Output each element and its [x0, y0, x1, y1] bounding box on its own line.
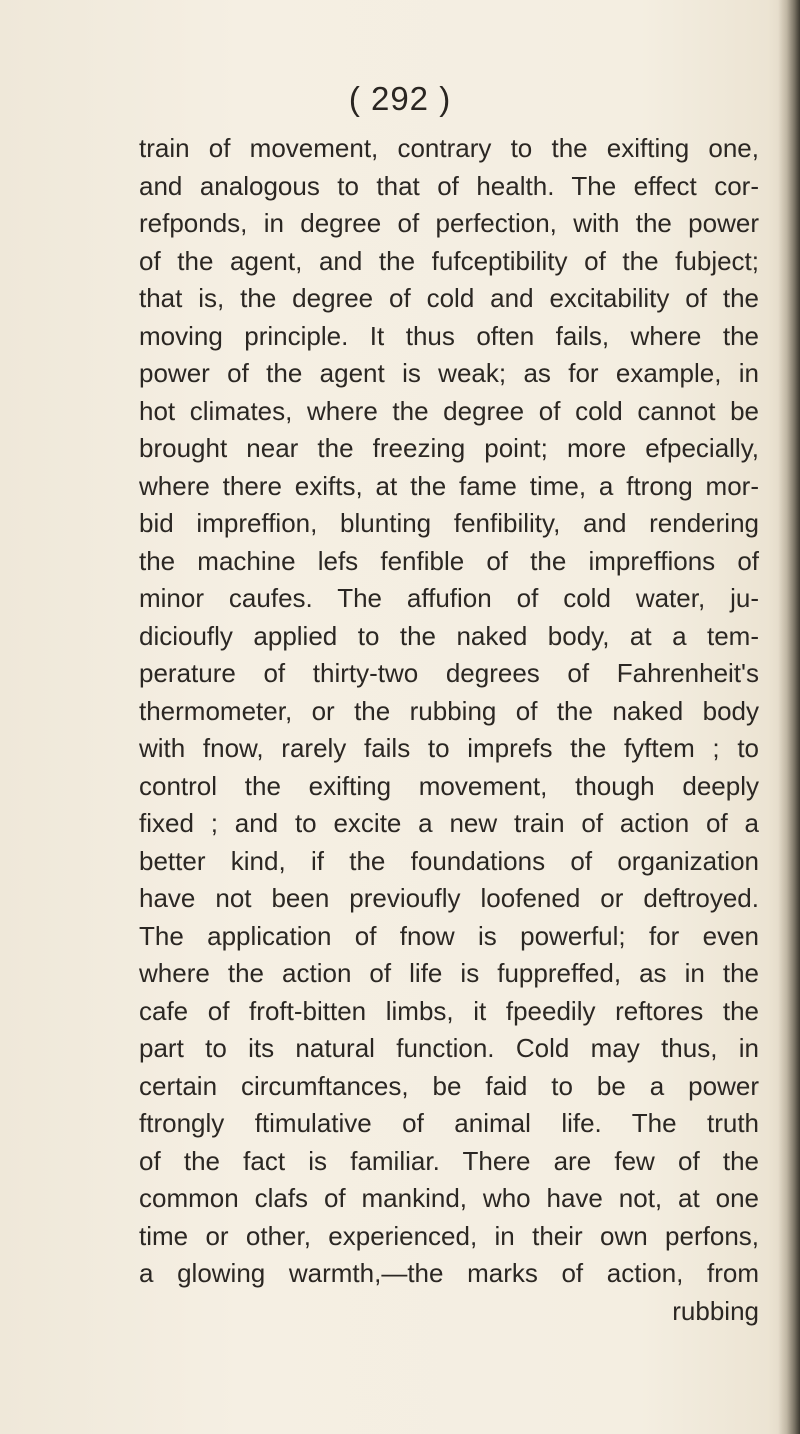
- text-line: of the agent, and the fufceptibility of the fubject;: [139, 245, 759, 276]
- text-line: perature of thirty-two degrees of Fahrenheit's: [139, 658, 759, 688]
- text-line: dicioufly applied to the naked body, at a tem-: [139, 620, 759, 651]
- text-line: thermometer, or the rubbing of the naked body: [139, 695, 759, 726]
- text-line: bid impreffion, blunting fenfibility, and rendering: [139, 508, 759, 538]
- text-line: with fnow, rarely fails to imprefs the fyftem ; to: [139, 733, 759, 763]
- text-line: and analogous to that of health. The effect cor-: [139, 170, 759, 201]
- text-line: control the exifting movement, though deeply: [139, 770, 759, 801]
- text-line: have not been previoufly loofened or deftroyed.: [139, 883, 759, 913]
- text-line: cafe of froft-bitten limbs, it fpeedily reftores the: [139, 995, 759, 1026]
- catchword: rubbing: [672, 1295, 759, 1326]
- text-line: where there exifts, at the fame time, a ftrong mor-: [139, 470, 759, 501]
- binding-edge-shadow: [778, 0, 800, 1434]
- text-line: power of the agent is weak; as for example, in: [139, 358, 759, 388]
- text-line: a glowing warmth,—the marks of action, from: [139, 1258, 759, 1288]
- text-line: minor caufes. The affufion of cold water, ju-: [139, 583, 759, 613]
- text-line: The application of fnow is powerful; for even: [139, 920, 759, 951]
- text-line: hot climates, where the degree of cold cannot be: [139, 395, 759, 426]
- text-line: where the action of life is fuppreffed, as in the: [139, 958, 759, 988]
- text-line: fixed ; and to excite a new train of action of a: [139, 808, 759, 838]
- text-line: moving principle. It thus often fails, where the: [139, 320, 759, 351]
- text-line: that is, the degree of cold and excitability of the: [139, 283, 759, 313]
- text-line: refponds, in degree of perfection, with the power: [139, 208, 759, 238]
- text-line: common clafs of mankind, who have not, at one: [139, 1183, 759, 1213]
- text-line: of the fact is familiar. There are few of the: [139, 1145, 759, 1176]
- body-text: [139, 130, 759, 1330]
- text-line: ftrongly ftimulative of animal life. The truth: [139, 1108, 759, 1138]
- text-line: time or other, experienced, in their own perfons,: [139, 1220, 759, 1251]
- text-line: certain circumftances, be faid to be a power: [139, 1070, 759, 1101]
- text-line: train of movement, contrary to the exifting one,: [139, 133, 759, 163]
- page-number: ( 292 ): [348, 80, 452, 117]
- text-line: part to its natural function. Cold may thus, in: [139, 1033, 759, 1063]
- text-line: the machine lefs fenfible of the impreffions of: [139, 545, 759, 576]
- text-line: better kind, if the foundations of organization: [139, 845, 759, 876]
- text-line: brought near the freezing point; more efpecially,: [139, 433, 759, 463]
